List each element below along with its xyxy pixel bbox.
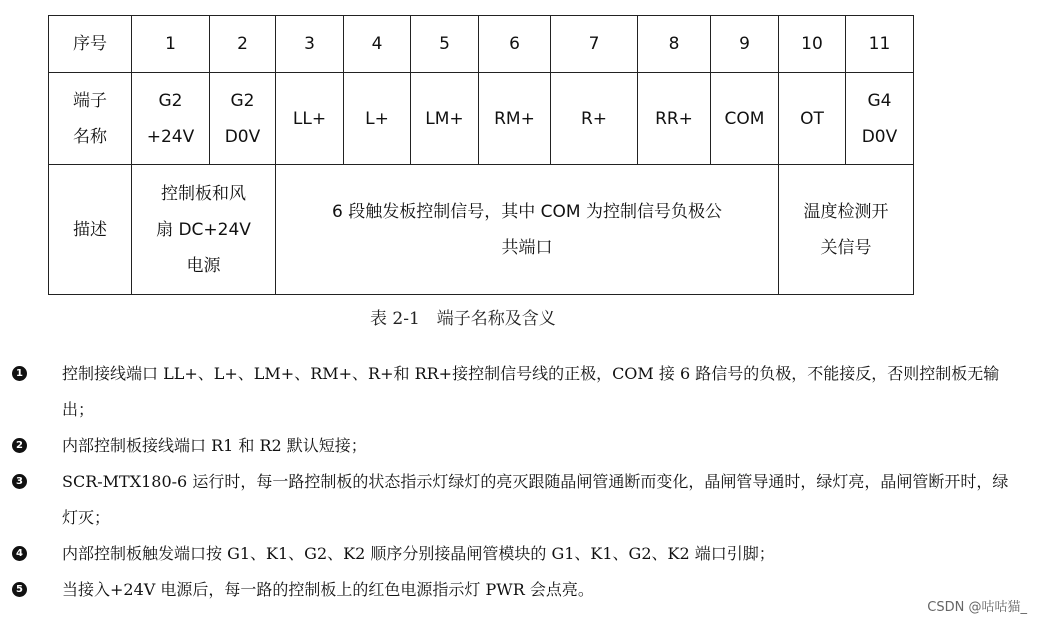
list-item [12,428,1012,464]
number-cell: 1 [132,16,210,73]
numbered-bullet-icon: 3 [12,474,27,489]
table-caption: 表 2-1 端子名称及含义 [370,309,556,329]
list-item [12,536,1012,572]
table-row-description [49,165,914,295]
note-text: SCR-MTX180-6 运行时，每一路控制板的状态指示灯绿灯的亮灭跟随晶闸管通断而变化，晶闸管导通时，绿灯亮，晶闸管断开时，绿灯灭； [62,472,1009,527]
table-row-name [49,73,914,165]
number-cell: 11 [846,16,914,73]
number-cell: 7 [551,16,638,73]
note-text: 控制接线端口 LL+、L+、LM+、RM+、R+和 RR+接控制信号线的正极，COM 接 6 路信号的负极，不能接反，否则控制板无输出； [62,364,1000,419]
note-text: 内部控制板接线端口 R1 和 R2 默认短接； [62,436,367,455]
number-cell: 9 [711,16,779,73]
desc-temp-cell: 温度检测开 关信号 [779,165,914,295]
list-item [12,356,1012,428]
terminal-name-cell: COM [711,73,779,165]
terminal-table [48,15,914,295]
terminal-name-cell: L+ [344,73,411,165]
terminal-name-cell: RR+ [638,73,711,165]
terminal-name-cell: OT [779,73,846,165]
terminal-name-cell: RM+ [479,73,551,165]
terminal-name-cell: LL+ [276,73,344,165]
terminal-name-cell: G2 +24V [132,73,210,165]
watermark: CSDN @咕咕猫_ [927,600,1027,615]
list-item [12,572,1012,608]
desc-power-cell: 控制板和风 扇 DC+24V 电源 [132,165,276,295]
number-cell: 3 [276,16,344,73]
table-row-index [49,16,914,73]
number-cell: 2 [210,16,276,73]
numbered-bullet-icon: 1 [12,366,27,381]
number-cell: 10 [779,16,846,73]
number-cell: 8 [638,16,711,73]
note-text: 内部控制板触发端口按 G1、K1、G2、K2 顺序分别接晶闸管模块的 G1、K1、G2、K2 端口引脚； [62,544,775,563]
note-text: 当接入+24V 电源后，每一路的控制板上的红色电源指示灯 PWR 会点亮。 [62,580,594,599]
numbered-bullet-icon: 2 [12,438,27,453]
terminal-name-cell: G4 D0V [846,73,914,165]
list-item [12,464,1012,536]
numbered-bullet-icon: 5 [12,582,27,597]
terminal-name-cell: LM+ [411,73,479,165]
numbered-bullet-icon: 4 [12,546,27,561]
number-cell: 5 [411,16,479,73]
terminal-name-cell: G2 D0V [210,73,276,165]
header-cell: 序号 [49,16,132,73]
number-cell: 4 [344,16,411,73]
desc-trigger-cell: 6 段触发板控制信号，其中 COM 为控制信号负极公 共端口 [276,165,779,295]
name-label-cell: 端子 名称 [49,73,132,165]
terminal-name-cell: R+ [551,73,638,165]
notes-list [12,356,1012,608]
number-cell: 6 [479,16,551,73]
desc-label-cell: 描述 [49,165,132,295]
